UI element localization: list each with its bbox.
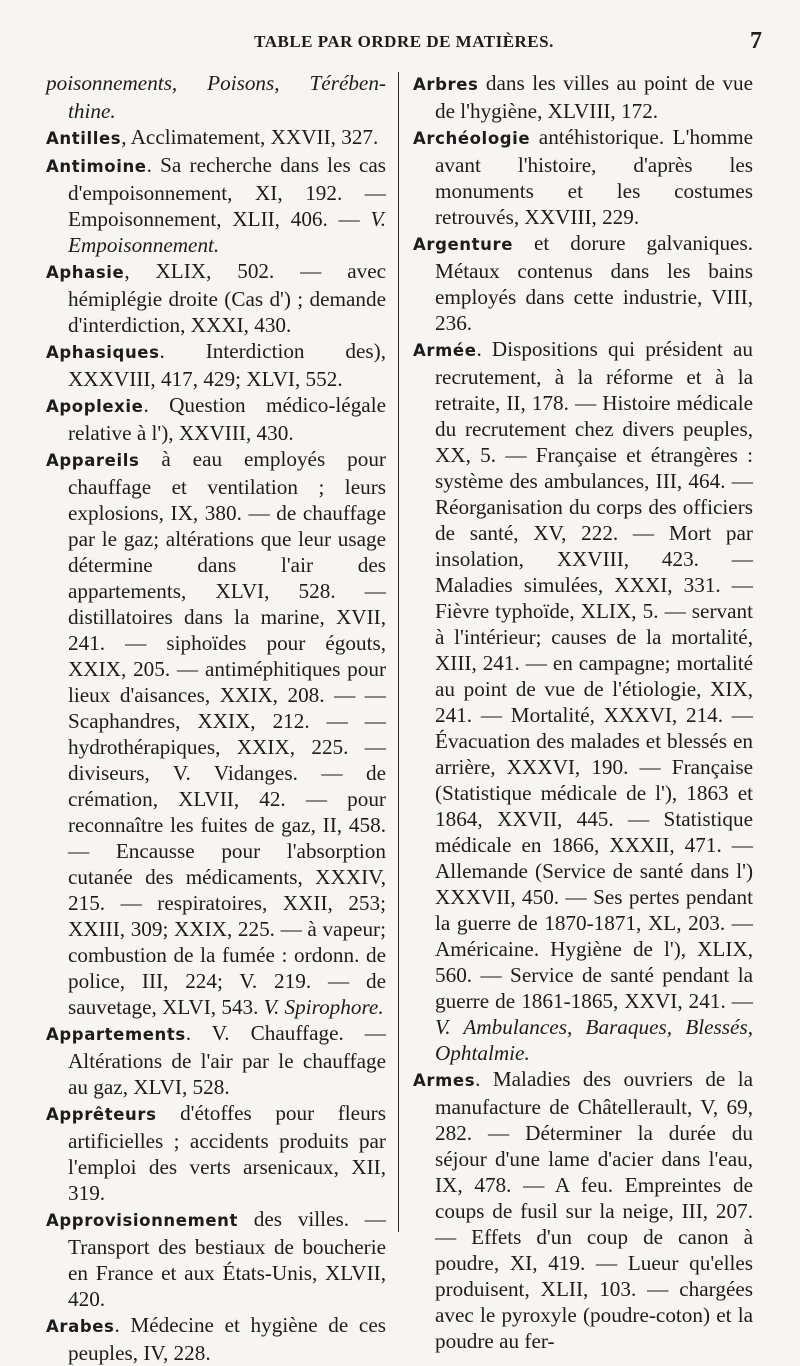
index-entry <box>46 1206 386 1312</box>
entry-text: antéhistorique. L'homme avant l'histoire, d'après les monuments et les costumes retrouvés, XXVIII, 229. <box>435 125 753 229</box>
entry-cross-reference: V. Spirophore. <box>263 995 384 1019</box>
entry-text: d'étoffes pour fleurs artificielles ; accidents produits par l'emploi des verts arsenicaux, XII, 319. <box>68 1101 386 1205</box>
index-entry <box>46 124 386 152</box>
entry-text: , XLIX, 502. — avec hémiplégie droite (Cas d') ; demande d'interdiction, XXXI, 430. <box>68 259 386 337</box>
page-header <box>46 28 762 58</box>
index-entry <box>46 338 386 392</box>
entry-text: et dorure galvaniques. Métaux contenus dans les bains employés dans cette industrie, VIII, 236. <box>435 231 753 335</box>
right-column <box>399 70 753 1366</box>
index-entry <box>413 70 753 124</box>
entry-heading: Apprêteurs <box>46 1105 157 1124</box>
index-entry <box>46 1312 386 1366</box>
entry-cross-reference: poisonnements, Poisons, Térében- thine. <box>46 71 386 123</box>
entry-heading: Armes <box>413 1071 476 1090</box>
entry-heading: Armée <box>413 341 477 360</box>
left-column <box>46 70 398 1366</box>
entry-heading: Antilles <box>46 129 122 148</box>
entry-cross-reference: V. Empoisonnement. <box>68 207 386 257</box>
index-entry <box>413 230 753 336</box>
entry-text: , Acclimatement, XXVII, 327. <box>121 125 379 149</box>
entry-heading: Argenture <box>413 235 514 254</box>
entry-heading: Approvisionnement <box>46 1211 238 1230</box>
index-entry <box>413 336 753 1066</box>
entry-heading: Appartements <box>46 1025 186 1044</box>
entry-heading: Aphasie <box>46 263 125 282</box>
entry-text: dans les villes au point de vue de l'hygiène, XLVIII, 172. <box>435 71 753 123</box>
index-columns <box>46 70 762 1366</box>
running-title: TABLE PAR ORDRE DE MATIÈRES. <box>254 32 554 51</box>
entry-text: . V. Chauffage. — Altérations de l'air par le chauffage au gaz, XLVI, 528. <box>68 1021 386 1099</box>
entry-heading: Appareils <box>46 451 140 470</box>
index-entry <box>413 124 753 230</box>
entry-heading: Apoplexie <box>46 397 144 416</box>
index-entry <box>413 1066 753 1354</box>
index-entry <box>46 1100 386 1206</box>
entry-text: . Médecine et hygiène de ces peuples, IV, 228. <box>68 1313 386 1365</box>
page-number: 7 <box>750 28 762 54</box>
entry-text: . Sa recherche dans les cas d'empoisonnement, XI, 192. — Empoisonnement, XLII, 406. — <box>68 153 386 231</box>
index-entry <box>46 258 386 338</box>
entry-heading: Aphasiques <box>46 343 160 362</box>
entry-text: à eau employés pour chauffage et ventilation ; leurs explosions, IX, 380. — de chauffage par le gaz; altérations que leur usage détermine dans l'air des appartements, XLVI, 528. — distillatoires dans la marine, XVII, 241. — siphoïdes pour égouts, XXIX, 205. — antiméphitiques pour lieux d'aisances, XXIX, 208. — — Scaphandres, XXIX, 212. — — hydrothérapiques, XXIX, 225. — diviseurs, V. Vidanges. — de crémation, XLVII, 42. — pour reconnaître les fuites de gaz, II, 458. — Encausse pour l'absorption cutanée des médicaments, XXXIV, 215. — respiratoires, XXII, 253; XXIII, 309; XXIX, 225. — à vapeur; combustion de la fumée : ordonn. de police, III, 224; V. 219. — de sauvetage, XLVI, 543. <box>68 447 386 1019</box>
entry-text: . Interdiction des), XXXVIII, 417, 429; XLVI, 552. <box>68 339 386 391</box>
index-entry <box>46 152 386 258</box>
entry-heading: Arbres <box>413 75 479 94</box>
index-entry <box>46 70 386 124</box>
entry-text: . Dispositions qui président au recrutement, à la réforme et à la retraite, II, 178. — Histoire médicale du recrutement chez divers peuples, XX, 5. — Française et étrangères : système des ambulances, III, 464. — Réorganisation du corps des officiers de santé, XV, 222. — Mort par insolation, XXVIII, 423. — Maladies simulées, XXXI, 331. — Fièvre typhoïde, XLIX, 5. — servant à l'intérieur; causes de la mortalité, XIII, 241. — en campagne; mortalité au point de vue de l'étiologie, XIX, 241. — Mortalité, XXXVI, 214. — Évacuation des malades et blessés en arrière, XXXVI, 190. — Française (Statistique médicale de l'), 1863 et 1864, XXVII, 445. — Statistique médicale en 1866, XXXII, 471. — Allemande (Service de santé dans l') XXXVII, 450. — Ses pertes pendant la guerre de 1870-1871, XL, 203. — Américaine. Hygiène de l'), XLIX, 560. — Service de santé pendant la guerre de 1861-1865, XXVI, 241. — <box>435 337 753 1013</box>
index-entry <box>46 392 386 446</box>
index-entry <box>46 1020 386 1100</box>
entry-text: . Maladies des ouvriers de la manufacture de Châtellerault, V, 69, 282. — Déterminer la durée du séjour d'une lame d'acier dans l'eau, IX, 478. — A feu. Empreintes de coups de fusil sur la neige, III, 207. — Effets d'un coup de canon à poudre, XI, 419. — Lueur qu'elles produisent, XLII, 103. — chargées avec le pyroxyle (poudre-coton) et la poudre au fer- <box>435 1067 753 1353</box>
index-entry <box>46 446 386 1020</box>
entry-heading: Arabes <box>46 1317 115 1336</box>
entry-cross-reference: V. Ambulances, Baraques, Blessés, Ophtalmie. <box>435 1015 753 1065</box>
entry-text: des villes. — Transport des bestiaux de boucherie en France et aux États-Unis, XLVII, 420. <box>68 1207 386 1311</box>
entry-text: . Question médico-légale relative à l'), XXVIII, 430. <box>68 393 386 445</box>
entry-heading: Archéologie <box>413 129 531 148</box>
entry-heading: Antimoine <box>46 157 147 176</box>
